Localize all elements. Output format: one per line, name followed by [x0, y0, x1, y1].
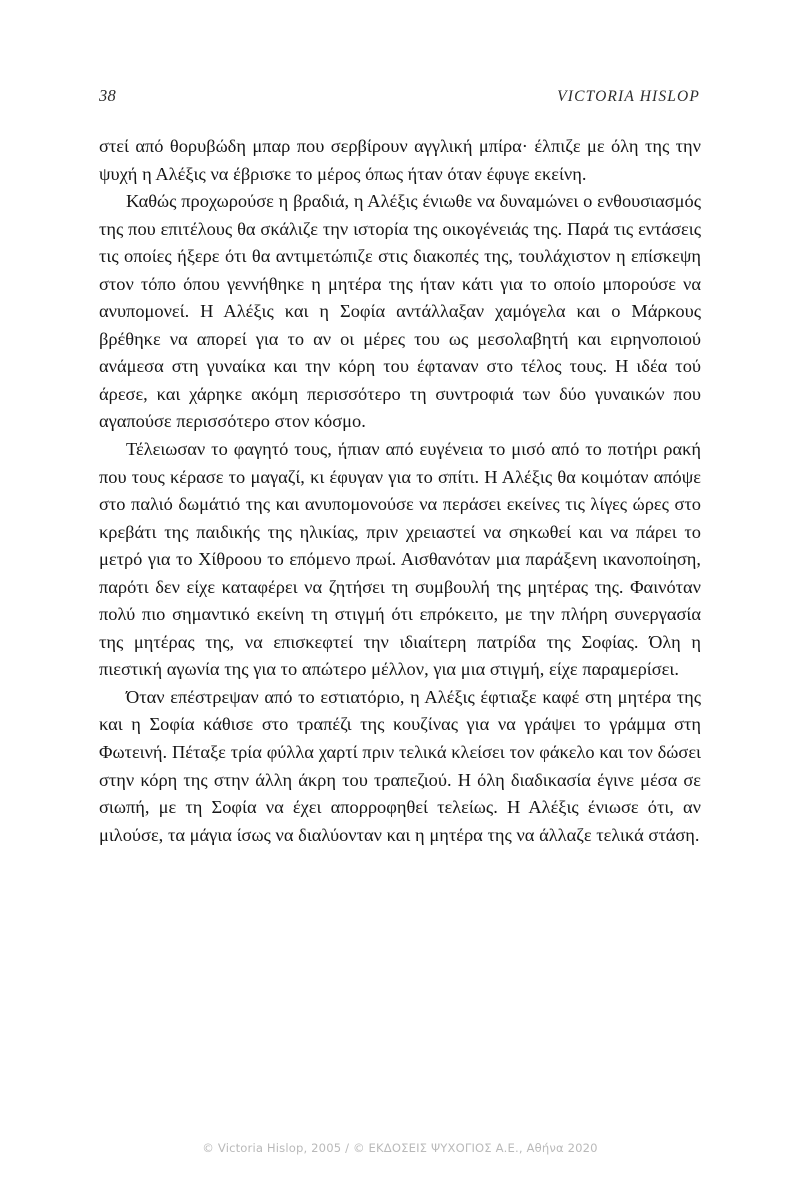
page-number: 38: [99, 86, 116, 105]
running-head: [99, 86, 700, 108]
paragraph: Όταν επέστρεψαν από το εστιατόριο, η Αλέξις έφτιαξε καφέ στη μητέρα της και η Σοφία κάθισε στο τραπέζι της κουζίνας για να γράψει το γράμμα στη Φωτεινή. Πέταξε τρία φύλλα χαρτί πριν τελικά κλείσει τον φάκελο και τον δώσει στην κόρη της στην άλλη άκρη του τραπεζιού. Η όλη διαδικασία έγινε μέσα σε σιωπή, με τη Σοφία να έχει απορροφηθεί τελείως. Η Αλέξις ένιωσε ότι, αν μιλούσε, τα μάγια ίσως να διαλύονταν και η μητέρα της να άλλαζε τελικά στάση.: [99, 686, 701, 845]
paragraph: Καθώς προχωρούσε η βραδιά, η Αλέξις ένιωθε να δυναμώνει ο ενθουσιασμός της που επιτέλους θα σκάλιζε την ιστορία της οικογένειάς της. Παρά τις εντάσεις τις οποίες ήξερε ότι θα αντιμετώπιζε στις διακοπές της, τουλάχιστον η επίσκεψη στον τόπο όπου γεννήθηκε η μητέρα της ήταν κάτι για το οποίο μπορούσε να ανυπομονεί. Η Αλέξις και η Σοφία αντάλλαξαν χαμόγελα και ο Μάρκους βρέθηκε να απορεί για το αν οι μέρες του ως μεσολαβητή και ειρηνοποιού ανάμεσα στη γυναίκα και την κόρη του έφταναν στο τέλος τους. Η ιδέα τού άρεσε, και χάρηκε ακόμη περισσότερο τη συντροφιά των δύο γυναικών που αγαπούσε περισσότερο στον κόσμο.: [99, 191, 701, 432]
paragraph: στεί από θορυβώδη μπαρ που σερβίρουν αγγλική μπίρα· έλπιζε με όλη της την ψυχή η Αλέξις να έβρισκε το μέρος όπως ήταν όταν έφυγε εκείνη.: [99, 136, 701, 184]
copyright-notice: © Victoria Hislop, 2005 / © ΕΚΔΟΣΕΙΣ ΨΥΧΟΓΙΟΣ Α.Ε., Αθήνα 2020: [202, 1141, 598, 1155]
running-head-title: VICTORIA HISLOP: [557, 88, 700, 105]
paragraph: Τέλειωσαν το φαγητό τους, ήπιαν από ευγένεια το μισό από το ποτήρι ρακή που τους κέρασε το μαγαζί, κι έφυγαν για το σπίτι. Η Αλέξις θα κοιμόταν απόψε στο παλιό δωμάτιό της και ανυπομονούσε να περάσει εκείνες τις λίγες ώρες στο κρεβάτι της παιδικής της ηλικίας, πριν χρειαστεί να σηκωθεί και να πάρει το μετρό για το Χίθροου το επόμενο πρωί. Αισθανόταν μια παράξενη ικανοποίηση, παρότι δεν είχε καταφέρει να ζητήσει τη συμβουλή της μητέρας της. Φαινόταν πολύ πιο σημαντικό εκείνη τη στιγμή ότι επρόκειτο, με την πλήρη συνεργασία της μητέρας της, να επισκεφτεί την ιδιαίτερη πατρίδα της Σοφίας. Όλη η πιεστική αγωνία της για το απώτερο μέλλον, για μια στιγμή, είχε παραμερίσει.: [99, 439, 701, 680]
body-text-block: [99, 133, 701, 849]
